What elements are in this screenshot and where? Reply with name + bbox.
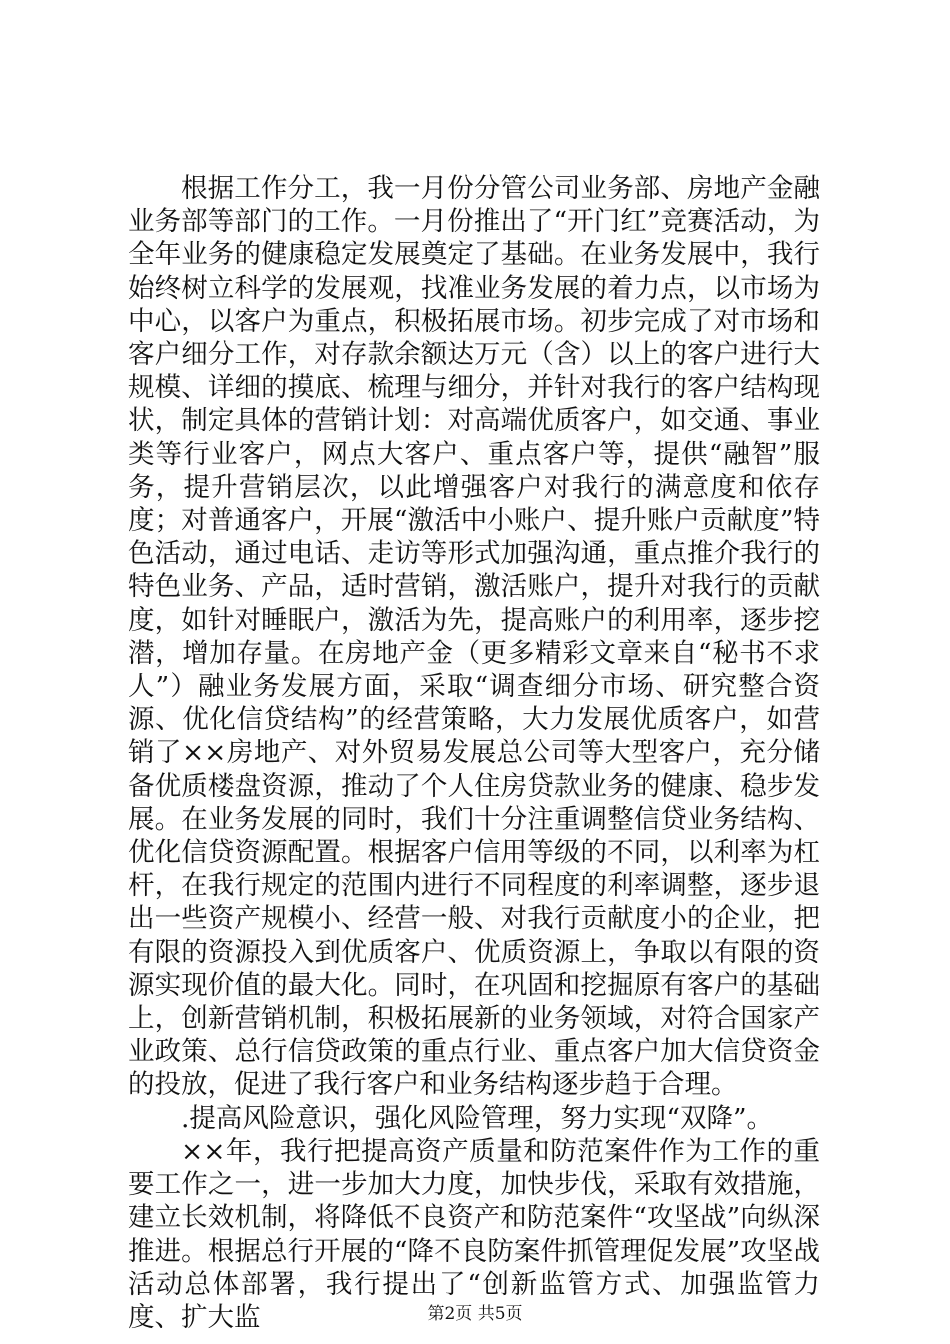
document-body [128,172,820,1334]
paragraph-business-development: 根据工作分工，我一月份分管公司业务部、房地产金融业务部等部门的工作。一月份推出了“开门红”竞赛活动，为全年业务的健康稳定发展奠定了基础。在业务发展中，我行始终树立科学的发展观，找准业务发展的着力点，以市场为中心，以客户为重点，积极拓展市场。初步完成了对市场和客户细分工作，对存款余额达万元（含）以上的客户进行大规模、详细的摸底、梳理与细分，并针对我行的客户结构现状，制定具体的营销计划：对高端优质客户，如交通、事业类等行业客户，网点大客户、重点客户等，提供“融智”服务，提升营销层次，以此增强客户对我行的满意度和依存度；对普通客户，开展“激活中小账户、提升账户贡献度”特色活动，通过电话、走访等形式加强沟通，重点推介我行的特色业务、产品，适时营销，激活账户，提升对我行的贡献度，如针对睡眠户，激活为先，提高账户的利用率，逐步挖潜，增加存量。在房地产金（更多精彩文章来自“秘书不求人”）融业务发展方面，采取“调查细分市场、研究整合资源、优化信贷结构”的经营策略，大力发展优质客户，如营销了××房地产、对外贸易发展总公司等大型客户，充分储备优质楼盘资源，推动了个人住房贷款业务的健康、稳步发展。在业务发展的同时，我们十分注重调整信贷业务结构、优化信贷资源配置。根据客户信用等级的不同，以利率为杠杆，在我行规定的范围内进行不同程度的利率调整，逐步退出一些资产规模小、经营一般、对我行贡献度小的企业，把有限的资源投入到优质客户、优质资源上，争取以有限的资源实现价值的最大化。同时，在巩固和挖掘原有客户的基础上，创新营销机制，积极拓展新的业务领域，对符合国家产业政策、总行信贷政策的重点行业、重点客户加大信贷资金的投放，促进了我行客户和业务结构逐步趋于合理。 [128,173,820,1101]
paragraph-asset-quality: ××年，我行把提高资产质量和防范案件作为工作的重要工作之一，进一步加大力度，加快步伐，采取有效措施，建立长效机制，将降低不良资产和防范案件“攻坚战”向纵深推进。根据总行开展的“降不良防案件抓管理促发展”攻坚战活动总体部署，我行提出了“创新监管方式、加强监管力度、扩大监 [128,1135,820,1333]
page-number-footer: 第2页 共5页 [427,1304,523,1324]
section-heading-risk-management: .提高风险意识，强化风险管理，努力实现“双降”。 [181,1102,774,1134]
